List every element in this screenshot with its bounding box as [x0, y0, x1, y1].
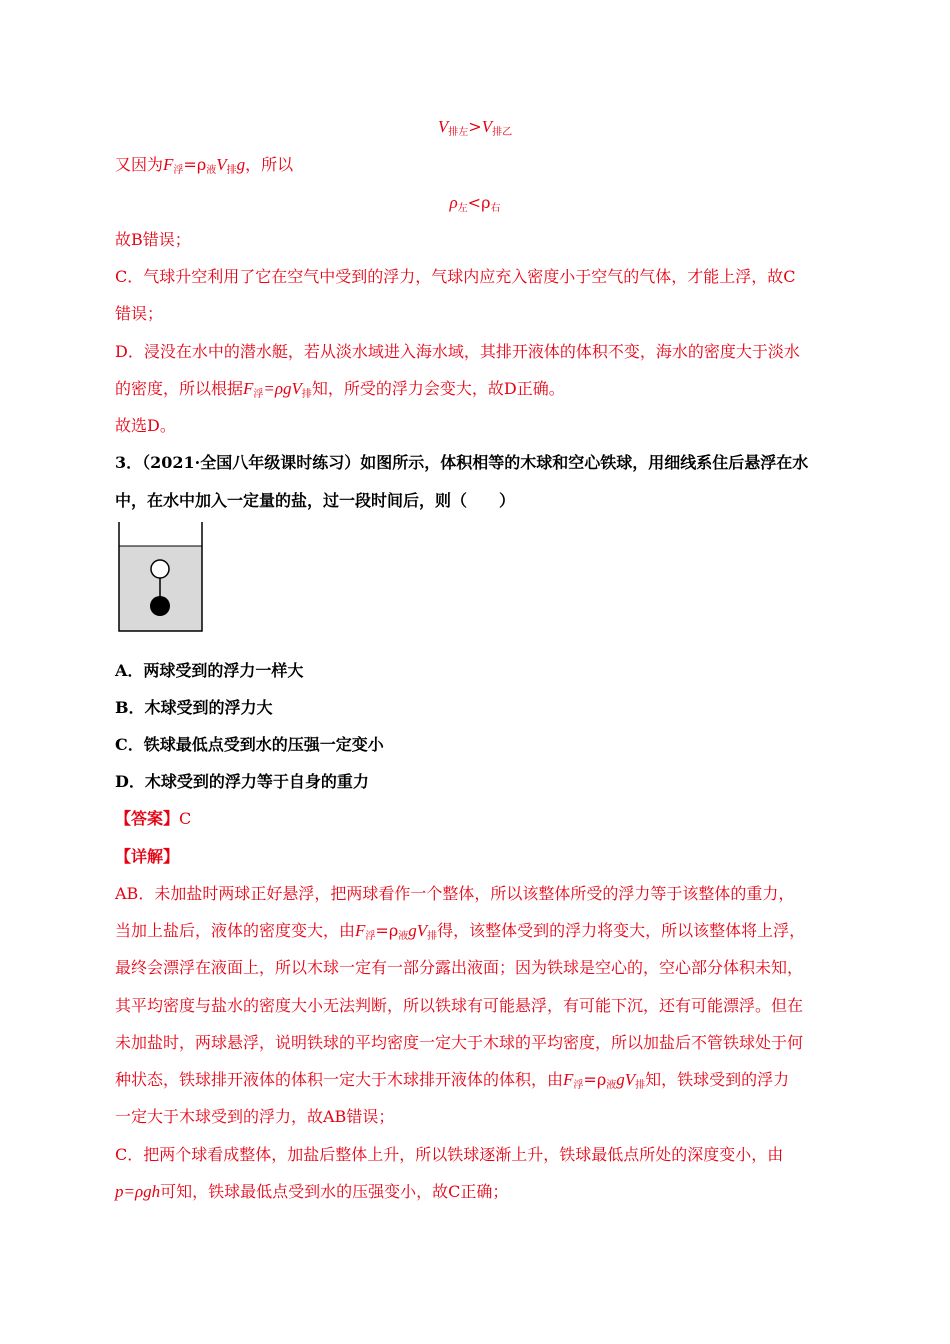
- c-explanation-line2: 错误；: [115, 304, 164, 323]
- ab-line3: 最终会漂浮在液面上，所以木球一定有一部分露出液面；因为铁球是空心的，空心部分体积未知，: [115, 958, 804, 977]
- option-a: A．两球受到的浮力一样大: [115, 661, 304, 680]
- question-3-line1: 3．（2021·全国八年级课时练习）如图所示，体积相等的木球和空心铁球，用细线系住后悬浮在水: [115, 453, 809, 472]
- iron-ball: [150, 596, 170, 616]
- ab-line2: 当加上盐后，液体的密度变大，由$F_浮=\rho_液gV_排$得，该整体受到的浮力将变大，所以该整体将上浮，: [115, 921, 806, 942]
- question-3-line2: 中，在水中加入一定量的盐，过一段时间后，则（ ）: [115, 491, 516, 510]
- answer: 【答案】C: [115, 809, 192, 828]
- ab-line4: 其平均密度与盐水的密度大小无法判断，所以铁球有可能悬浮，有可能下沉，还有可能漂浮。但在: [115, 996, 804, 1015]
- ab-line5: 未加盐时，两球悬浮，说明铁球的平均密度一定大于木球的平均密度，所以加盐后不管铁球处于何: [115, 1033, 804, 1052]
- equation-volume: $V_{排左}>V_{排乙}$: [437, 117, 513, 138]
- d-explanation-line2: 的密度，所以根据$F_浮=\rho gV_排$知，所受的浮力会变大，故D正确。: [115, 379, 565, 400]
- b-wrong: 故B错误；: [115, 230, 191, 249]
- ab-line7: 一定大于木球受到的浮力，故AB错误；: [115, 1107, 395, 1126]
- because-line: 又因为$F_浮=\rho_液V_排g$，所以: [115, 155, 294, 176]
- equation-density: $\rho_左<\rho_右$: [449, 193, 501, 214]
- beaker-figure: [115, 520, 207, 635]
- option-d: D．木球受到的浮力等于自身的重力: [115, 772, 369, 791]
- d-explanation-line1: D．浸没在水中的潜水艇，若从淡水域进入海水域，其排开液体的体积不变，海水的密度大于淡水: [115, 342, 800, 361]
- ab-line1: AB．未加盐时两球正好悬浮，把两球看作一个整体，所以该整体所受的浮力等于该整体的重力，: [115, 884, 795, 903]
- c-explanation-line1: C．气球升空利用了它在空气中受到的浮力，气球内应充入密度小于空气的气体，才能上浮，故C: [115, 267, 796, 286]
- wood-ball: [151, 560, 169, 578]
- option-b: B．木球受到的浮力大: [115, 698, 273, 717]
- detail-label: 【详解】: [115, 847, 180, 866]
- c2-line2: p=ρgh可知，铁球最低点受到水的压强变小，故C正确；: [115, 1182, 509, 1201]
- ab-line6: 种状态，铁球排开液体的体积一定大于木球排开液体的体积，由$F_浮=\rho_液gV_排$知，铁球受到的浮力: [115, 1070, 790, 1091]
- c2-line1: C．把两个球看成整体，加盐后整体上升，所以铁球逐渐上升，铁球最低点所处的深度变小，由: [115, 1145, 784, 1164]
- option-c: C．铁球最低点受到水的压强一定变小: [115, 735, 384, 754]
- choose-d: 故选D。: [115, 416, 176, 435]
